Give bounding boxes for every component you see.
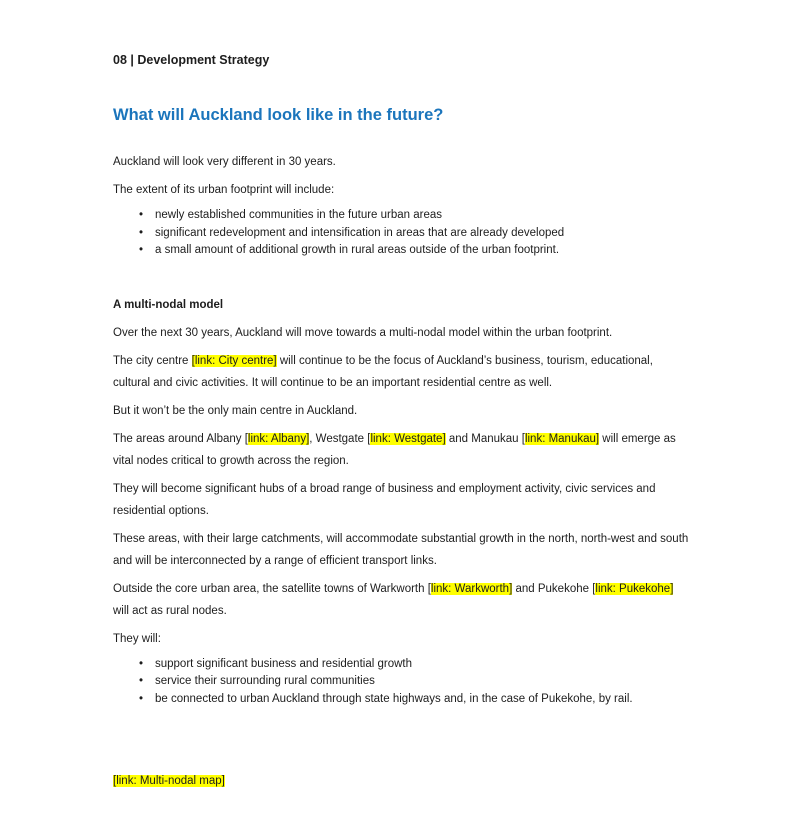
link-placeholder[interactable]: [link: Multi-nodal map] bbox=[113, 775, 225, 787]
link-placeholder[interactable]: link: Pukekohe] bbox=[595, 582, 674, 595]
document-header: 08 | Development Strategy bbox=[113, 53, 270, 67]
bullet-item: • newly established communities in the future urban areas bbox=[113, 207, 691, 225]
page-title: What will Auckland look like in the future? bbox=[113, 106, 444, 124]
paragraph: The city centre [link: City centre] will continue to be the focus of Auckland’s business, tourism, educational, cultural and civic activities. It will continue to be an important residential centre as well. bbox=[113, 354, 653, 389]
paragraph: These areas, with their large catchments, will accommodate substantial growth in the north, north-west and south and will be interconnected by a range of efficient transport links. bbox=[113, 532, 689, 567]
bullet-list bbox=[113, 656, 691, 709]
paragraph: They will: bbox=[113, 632, 161, 645]
paragraph: The areas around Albany [link: Albany], Westgate [link: Westgate] and Manukau [link: Manukau] will emerge as vital nodes critical to growth across the region. bbox=[113, 432, 676, 467]
bullet-item: • support significant business and residential growth bbox=[113, 656, 691, 674]
paragraph-spacer bbox=[113, 742, 691, 764]
link-placeholder[interactable]: [link: City centre] bbox=[191, 354, 277, 367]
document-body bbox=[113, 151, 691, 792]
paragraph-spacer bbox=[113, 266, 691, 288]
link-placeholder[interactable]: link: Westgate] bbox=[370, 432, 446, 445]
paragraph: They will become significant hubs of a broad range of business and employment activity, civic services and residential options. bbox=[113, 482, 656, 517]
paragraph: Outside the core urban area, the satellite towns of Warkworth [link: Warkworth] and Pukekohe [link: Pukekohe] will act as rural nodes. bbox=[113, 582, 674, 617]
bullet-item: • a small amount of additional growth in rural areas outside of the urban footprint. bbox=[113, 242, 691, 260]
subheading: A multi-nodal model bbox=[113, 298, 224, 311]
link-placeholder[interactable]: link: Warkworth] bbox=[430, 582, 513, 595]
bullet-item: • service their surrounding rural communities bbox=[113, 673, 691, 691]
link-placeholder[interactable]: link: Manukau] bbox=[524, 432, 600, 445]
paragraph: Over the next 30 years, Auckland will move towards a multi-nodal model within the urban footprint. bbox=[113, 326, 613, 339]
paragraph: The extent of its urban footprint will include: bbox=[113, 184, 335, 196]
paragraph bbox=[113, 770, 691, 792]
paragraph-spacer bbox=[113, 714, 691, 736]
paragraph: Auckland will look very different in 30 years. bbox=[113, 156, 336, 168]
bullet-item: • significant redevelopment and intensification in areas that are already developed bbox=[113, 225, 691, 243]
paragraph: But it won’t be the only main centre in Auckland. bbox=[113, 404, 358, 417]
bullet-list bbox=[113, 207, 691, 260]
bullet-item: • be connected to urban Auckland through state highways and, in the case of Pukekohe, by rail. bbox=[113, 691, 691, 709]
link-placeholder[interactable]: link: Albany] bbox=[247, 432, 310, 445]
